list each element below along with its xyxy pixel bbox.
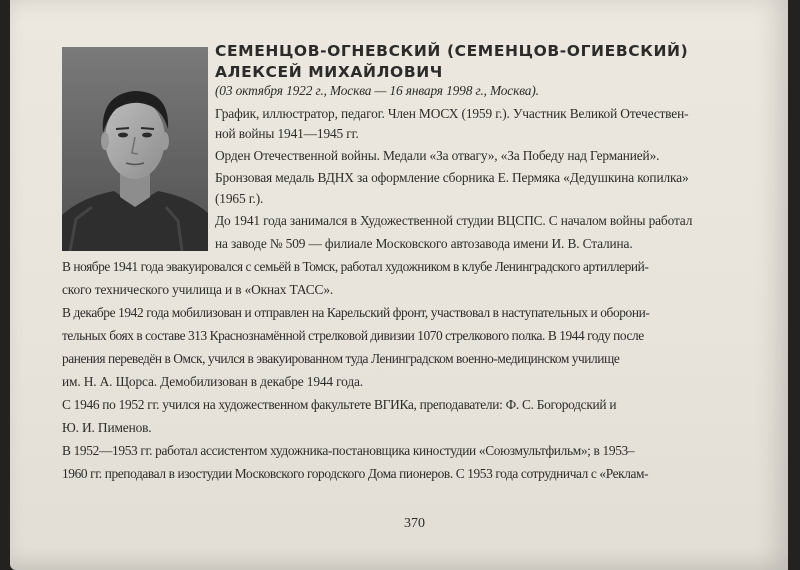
bio-line: 1960 гг. преподавал в изостудии Московского городского Дома пионеров. С 1953 года сотрудничал с «Реклам- <box>62 466 649 481</box>
page-number: 370 <box>404 516 425 531</box>
bio-line: График, иллюстратор, педагог. Член МОСХ (1959 г.). Участник Великой Отечествен- <box>215 106 689 121</box>
bio-line: В ноябре 1941 года эвакуировался с семьёй в Томск, работал художником в клубе Ленинградского артиллерий- <box>62 259 649 274</box>
portrait-image <box>62 47 208 251</box>
portrait-photo <box>62 47 208 251</box>
bio-line: на заводе № 509 — филиале Московского автозавода имени И. В. Сталина. <box>215 236 633 251</box>
bio-line: им. Н. А. Щорса. Демобилизован в декабре 1944 года. <box>62 374 363 389</box>
bio-line: Орден Отечественной войны. Медали «За отвагу», «За Победу над Германией». <box>215 148 660 163</box>
bio-line: Бронзовая медаль ВДНХ за оформление сборника Е. Пермяка «Дедушкина копилка» <box>215 170 689 185</box>
bio-line: В декабре 1942 года мобилизован и отправлен на Карельский фронт, участвовал в наступательных и оборони- <box>62 305 650 320</box>
bio-line: (1965 г.). <box>215 191 264 206</box>
book-page <box>10 0 788 570</box>
bio-line: С 1946 по 1952 гг. учился на художественном факультете ВГИКа, преподаватели: Ф. С. Богородский и <box>62 397 617 412</box>
life-dates: (03 октября 1922 г., Москва — 16 января 1998 г., Москва). <box>215 83 539 98</box>
name-heading-line1: СЕМЕНЦОВ-ОГНЕВСКИЙ (СЕМЕНЦОВ-ОГИЕВСКИЙ) <box>215 42 689 60</box>
bio-line: ранения переведён в Омск, учился в эвакуированном туда Ленинградском военно-медицинском училище <box>62 351 620 366</box>
bio-line: Ю. И. Пименов. <box>62 420 152 435</box>
bio-line: До 1941 года занимался в Художественной студии ВЦСПС. С началом войны работал <box>215 213 693 228</box>
bio-line: ной войны 1941—1945 гг. <box>215 126 359 141</box>
bio-line: тельных боях в составе 313 Краснознамённой стрелковой дивизии 1070 стрелкового полка. В 1944 году после <box>62 328 644 343</box>
name-heading-line2: АЛЕКСЕЙ МИХАЙЛОВИЧ <box>215 63 443 81</box>
bio-line: ского технического училища и в «Окнах ТАСС». <box>62 282 334 297</box>
bio-line: В 1952—1953 гг. работал ассистентом художника-постановщика киностудии «Союзмультфильм»; в 1953– <box>62 443 635 458</box>
